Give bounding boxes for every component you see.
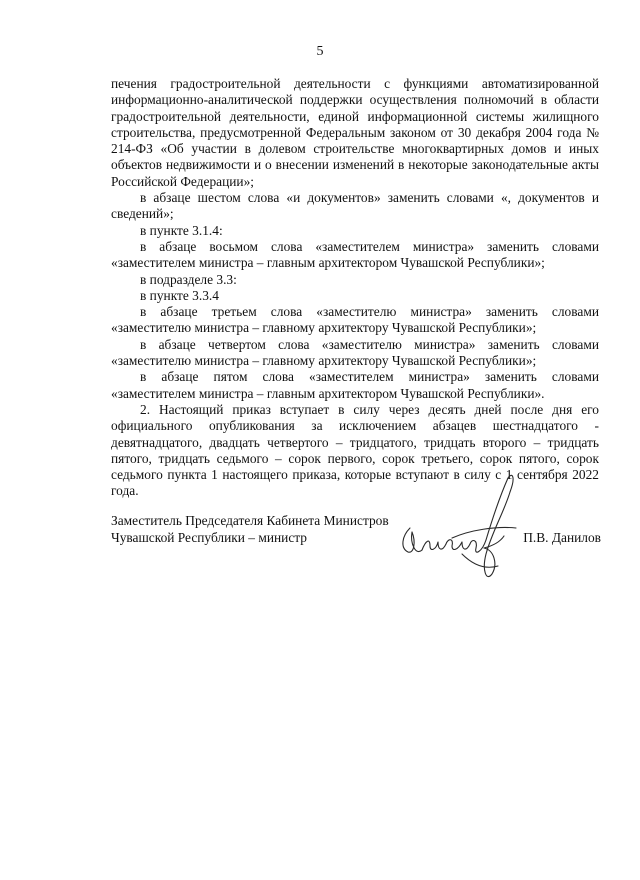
- paragraph: в абзаце шестом слова «и документов» заменить словами «, документов и сведений»;: [111, 190, 599, 222]
- paragraph: в абзаце третьем слова «заместителю министра» заменить словами «заместителю министра – главному архитектору Чувашской Республики»;: [111, 304, 599, 336]
- signer-position-line2: Чувашской Республики – министр: [111, 530, 307, 545]
- page-number: 5: [316, 44, 324, 59]
- paragraph-continuation: печения градостроительной деятельности с функциями автоматизированной информационно-аналитической поддержки осуществления полномочий в области градостроительной деятельности, единой информационной системы жилищного строительства, предусмотренной Федеральным законом от 30 декабря 2004 года № 214-ФЗ «Об участии в долевом строительстве многоквартирных домов и иных объектов недвижимости и о внесении изменений в некоторые законодательные акты Российской Федерации»;: [111, 76, 599, 189]
- paragraph: в абзаце пятом слова «заместителем министра» заменить словами «заместителем министра – главным архитектором Чувашской Республики».: [111, 369, 599, 401]
- paragraph-effective-date: 2. Настоящий приказ вступает в силу через десять дней после дня его официального опубликования за исключением абзацев шестнадцатого - девятнадцатого, двадцать четвертого – тридцатого, тридцать второго – тридцать пятого, тридцать седьмого – сорок первого, сорок третьего, сорок пятого, сорок седьмого пункта 1 настоящего приказа, которые вступают в силу с 1 сентября 2022 года.: [111, 401, 599, 499]
- paragraph: в пункте 3.1.4:: [140, 222, 223, 238]
- signer-name: П.В. Данилов: [523, 530, 601, 545]
- signer-position-line1: Заместитель Председателя Кабинета Министров: [111, 513, 389, 528]
- document-body: [111, 76, 599, 500]
- paragraph: в абзаце восьмом слова «заместителем министра» заменить словами «заместителем министра – главным архитектором Чувашской Республики»;: [111, 238, 599, 271]
- paragraph: в абзаце четвертом слова «заместителю министра» заменить словами «заместителю министра – главному архитектору Чувашской Республики»;: [111, 336, 599, 369]
- paragraph: в подразделе 3.3:: [140, 271, 237, 287]
- handwritten-signature: [392, 470, 522, 598]
- paragraph: в пункте 3.3.4: [140, 287, 219, 303]
- signature-block: [111, 513, 601, 573]
